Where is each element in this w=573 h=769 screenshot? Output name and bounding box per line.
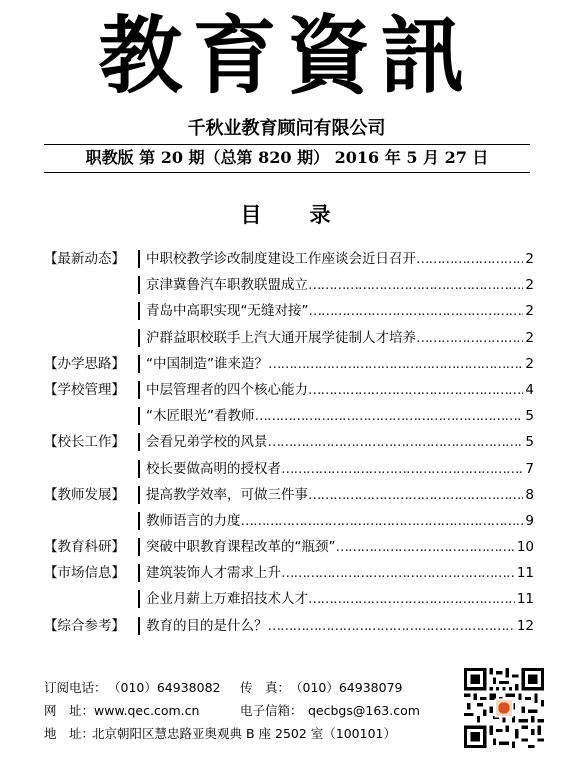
toc-row[interactable] <box>44 377 534 403</box>
web-label: 网 址： <box>44 703 95 718</box>
qr-code-icon <box>464 668 544 748</box>
toc-divider <box>138 564 140 582</box>
toc-row[interactable] <box>44 613 534 639</box>
website-link[interactable]: www.qec.com.cn <box>94 703 200 718</box>
toc-page-number: 2 <box>525 355 534 372</box>
phone-number: （010）64938082 <box>108 680 221 695</box>
toc-page-number: 12 <box>516 617 534 634</box>
toc-category: 【学校管理】 <box>44 381 125 398</box>
toc-divider <box>138 250 140 268</box>
bottom-rule <box>44 172 530 173</box>
toc-leader-dots <box>336 534 515 560</box>
toc-row[interactable] <box>44 403 534 429</box>
toc-page-number: 4 <box>525 381 534 398</box>
toc-row[interactable] <box>44 298 534 324</box>
toc-row[interactable] <box>44 508 534 534</box>
publisher-name: 千秋业教育顾问有限公司 <box>187 118 386 139</box>
toc-leader-dots <box>308 377 523 403</box>
toc-page-number: 11 <box>516 565 534 582</box>
toc-title: 中职校教学诊改制度建设工作座谈会近日召开 <box>146 251 416 267</box>
toc-leader-dots <box>416 246 523 272</box>
toc-title: 提高教学效率，可做三件事 <box>146 486 308 503</box>
toc-title: 企业月薪上万难招技术人才 <box>146 591 308 608</box>
contact-line-web <box>44 699 464 722</box>
toc-page-number: 7 <box>525 460 534 477</box>
toc-leader-dots <box>281 456 523 482</box>
toc-page-number: 2 <box>525 251 534 267</box>
toc-title: “中国制造”谁来造？ <box>146 355 268 372</box>
toc-category: 【最新动态】 <box>44 251 125 267</box>
address-label: 地 址： <box>44 726 95 741</box>
toc-page-number: 2 <box>525 329 534 346</box>
toc-title: 突破中职教育课程改革的“瓶颈” <box>146 539 336 556</box>
toc-title: “木匠眼光”看教师 <box>146 408 255 425</box>
toc-divider <box>138 381 140 399</box>
fax-label: 传 真： <box>240 680 291 695</box>
contact-line-address <box>44 722 464 745</box>
contact-footer <box>44 676 464 745</box>
toc-row[interactable] <box>44 429 534 455</box>
toc-row[interactable] <box>44 325 534 351</box>
toc-category: 【校长工作】 <box>44 434 125 451</box>
toc-leader-dots <box>255 403 524 429</box>
toc-title: 沪群益职校联手上汽大通开展学徒制人才培养 <box>146 329 416 346</box>
toc-leader-dots <box>268 429 524 455</box>
toc-title: 京津冀鲁汽车职教联盟成立 <box>146 277 308 294</box>
toc-leader-dots <box>308 586 515 612</box>
toc-title: 校长要做高明的授权者 <box>146 460 281 477</box>
toc-divider <box>138 538 140 556</box>
toc-title: 教师语言的力度 <box>146 512 241 529</box>
fax-number: （010）64938079 <box>290 680 403 695</box>
toc-page-number: 5 <box>525 434 534 451</box>
toc-leader-dots <box>308 272 523 298</box>
toc-title: 青岛中高职实现“无缝对接” <box>146 303 309 320</box>
toc-divider <box>138 302 140 320</box>
toc-divider <box>138 355 140 373</box>
table-of-contents <box>44 246 534 639</box>
toc-row[interactable] <box>44 272 534 298</box>
toc-category: 【办学思路】 <box>44 355 125 372</box>
toc-divider <box>138 276 140 294</box>
toc-page-number: 8 <box>525 486 534 503</box>
address-text: 北京朝阳区慧忠路亚奥观典 B 座 2502 室（100101） <box>92 726 396 741</box>
email-link[interactable]: qecbgs@163.com <box>308 703 420 718</box>
toc-divider <box>138 407 140 425</box>
toc-heading: 目 录 <box>240 203 333 227</box>
toc-leader-dots <box>416 325 523 351</box>
toc-divider <box>138 486 140 504</box>
toc-divider <box>138 512 140 530</box>
toc-divider <box>138 433 140 451</box>
email-label: 电子信箱： <box>240 703 303 718</box>
toc-row[interactable] <box>44 246 534 272</box>
toc-title: 建筑装饰人才需求上升 <box>146 565 281 582</box>
toc-row[interactable] <box>44 586 534 612</box>
toc-row[interactable] <box>44 351 534 377</box>
toc-leader-dots <box>268 613 515 639</box>
toc-page-number: 2 <box>525 303 534 320</box>
toc-divider <box>138 590 140 608</box>
toc-divider <box>138 617 140 635</box>
phone-label: 订阅电话： <box>44 680 107 695</box>
toc-leader-dots <box>281 560 515 586</box>
toc-row[interactable] <box>44 534 534 560</box>
toc-leader-dots <box>308 482 523 508</box>
toc-page-number: 5 <box>525 408 534 425</box>
toc-title: 教育的目的是什么？ <box>146 617 268 634</box>
toc-leader-dots <box>268 351 523 377</box>
toc-leader-dots <box>309 298 524 324</box>
toc-divider <box>138 460 140 478</box>
toc-leader-dots <box>241 508 524 534</box>
toc-title: 中层管理者的四个核心能力 <box>146 381 308 398</box>
toc-page-number: 11 <box>516 591 534 608</box>
toc-title: 会看兄弟学校的风景 <box>146 434 268 451</box>
toc-page-number: 9 <box>525 512 534 529</box>
toc-row[interactable] <box>44 482 534 508</box>
toc-category: 【教育科研】 <box>44 539 125 556</box>
toc-row[interactable] <box>44 560 534 586</box>
toc-row[interactable] <box>44 456 534 482</box>
toc-category: 【综合参考】 <box>44 617 125 634</box>
toc-divider <box>138 329 140 347</box>
masthead-title: 教育資訊 <box>98 6 475 105</box>
contact-line-phone <box>44 676 464 699</box>
toc-page-number: 10 <box>516 539 534 556</box>
top-rule <box>44 144 530 145</box>
toc-page-number: 2 <box>525 277 534 294</box>
issue-line: 职教版 第 20 期（总第 820 期） 2016 年 5 月 27 日 <box>85 148 489 167</box>
toc-category: 【教师发展】 <box>44 486 125 503</box>
toc-category: 【市场信息】 <box>44 565 125 582</box>
